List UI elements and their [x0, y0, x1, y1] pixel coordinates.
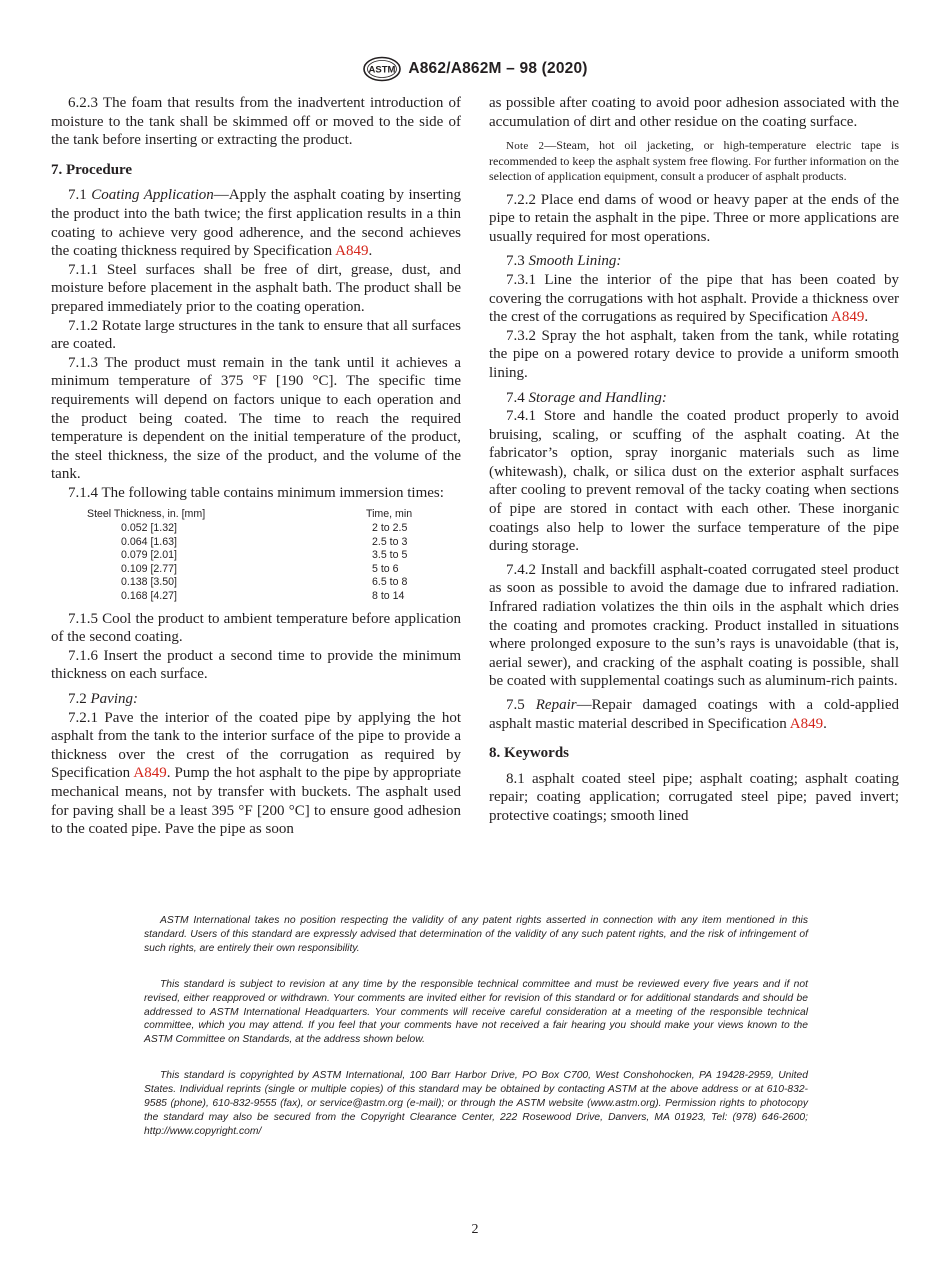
heading-procedure: 7. Procedure — [51, 161, 133, 178]
section-8-1: 8.1 asphalt coated steel pipe; asphalt coating; asphalt coating repair; coating application; corrugated steel pipe; paved invert; protective coatings; smooth lined — [489, 770, 899, 824]
a849-link[interactable]: A849 — [133, 765, 167, 782]
section-6-2-3: 6.2.3 The foam that results from the inadvertent introduction of moisture to the tank shall be skimmed off or moved to the side of the tank before inserting or extracting the product. — [51, 95, 461, 149]
left-column — [51, 94, 461, 839]
section-7-4: 7.4 Storage and Handling: — [506, 389, 667, 406]
table-row: 0.079 [2.01] 3.5 to 5 — [121, 549, 408, 562]
immersion-times-table — [87, 508, 412, 603]
section-7-3-1: 7.3.1 Line the interior of the pipe that has been coated by covering the corrugations with hot asphalt. Provide a thickness over the crest of the corrugations as required by Specification A849. — [489, 271, 899, 326]
section-7-4-1: 7.4.1 Store and handle the coated product properly to avoid bruising, scaling, or scuffing of the asphalt coating. At the fabricator’s option, spray inorganic materials such as lime (whitewash), chalk, or silica dust on the exterior asphalt surfaces after cooling to prevent removal of the tacky coating when sections of pipe are stored in contact with each other. These inorganic coatings also help to lower the surface temperature of the pipe during storage. — [489, 408, 899, 555]
section-7-1-1: 7.1.1 Steel surfaces shall be free of dirt, grease, dust, and moisture before placement in the asphalt bath. The product shall be prepared immediately prior to the coating operation. — [51, 261, 461, 315]
section-7-5: 7.5 Repair—Repair damaged coatings with a cold-applied asphalt mastic material described in Specification A849. — [489, 697, 899, 732]
patent-notice: ASTM International takes no position respecting the validity of any patent rights asserted in connection with any item mentioned in this standard. Users of this standard are expressly advised that determination of the validity of any such patent rights, and the risk of infringement of such rights, are entirely their own responsibility. — [144, 915, 808, 954]
section-7-2: 7.2 Paving: — [68, 691, 138, 707]
section-7-1-3: 7.1.3 The product must remain in the tank until it achieves a minimum temperature of 375 °F [190 °C]. The specific time requirements will depend on factors unique to each operation and the product being coated. The time to reach the required temperature is dependent on the initial temperature of the product, the steel thickness, the size of the product, and the volume of the tank. — [51, 354, 461, 483]
section-7-2-1: 7.2.1 Pave the interior of the coated pipe by applying the hot asphalt from the tank to the interior surface of the pipe to provide a thickness over the crest of the corrugation as required by Specification A849. Pump the hot asphalt to the pipe by appropriate mechanical means, not by transfer with buckets. The asphalt used for paving shall be a least 395 °F [200 °C] to ensure good adhesion to the coated pipe. Pave the pipe as soon — [51, 709, 461, 838]
section-7-2-2: 7.2.2 Place end dams of wood or heavy paper at the ends of the pipe to retain the asphalt in the pipe. Three or more applications are usually required for most operations. — [489, 191, 899, 245]
a849-link[interactable]: A849 — [830, 309, 865, 326]
a849-link[interactable]: A849 — [789, 715, 824, 732]
table-row: 0.138 [3.50] 6.5 to 8 — [121, 576, 408, 589]
section-7-1-6: 7.1.6 Insert the product a second time to provide the minimum thickness on each surface. — [51, 647, 461, 683]
revision-notice: This standard is subject to revision at any time by the responsible technical committee and must be reviewed every five years and if not revised, either reapproved or withdrawn. Your comments are invited either for revision of this standard or for additional standards and should be addressed to ASTM International Headquarters. Your comments will receive careful consideration at a meeting of the responsible technical committee, which you may attend. If you feel that your comments have not received a fair hearing you should make your views known to the ASTM Committee on Standards, at the address shown below. — [144, 978, 808, 1046]
page-header — [0, 56, 950, 87]
section-7-1-2: 7.1.2 Rotate large structures in the tank to ensure that all surfaces are coated. — [51, 317, 461, 353]
page-number: 2 — [471, 1222, 479, 1237]
table-header-thickness: Steel Thickness, in. [mm] — [87, 508, 206, 521]
svg-text:ASTM: ASTM — [368, 64, 396, 76]
section-7-3-2: 7.3.2 Spray the hot asphalt, taken from the tank, while rotating the pipe on a powered rotary device to provide a uniform smooth lining. — [489, 327, 899, 381]
table-header-time: Time, min — [366, 508, 413, 521]
table-row: 0.168 [4.27] 8 to 14 — [121, 590, 405, 603]
table-row: 0.064 [1.63] 2.5 to 3 — [121, 535, 408, 548]
table-row: 0.052 [1.32] 2 to 2.5 — [121, 522, 408, 535]
section-7-2-1-continued: as possible after coating to avoid poor adhesion associated with the accumulation of dirt and other residue on the coating surface. — [489, 95, 899, 130]
section-7-1: 7.1 Coating Application—Apply the asphalt coating by inserting the product into the bath twice; the first application results in a thin coating to achieve very good adherence, and the second achieves the coating thickness required by Specification A849. — [51, 187, 462, 260]
section-7-1-5: 7.1.5 Cool the product to ambient temperature before application of the second coating. — [51, 610, 461, 646]
heading-keywords: 8. Keywords — [489, 745, 569, 762]
document-designation: A862/A862M – 98 (2020) — [408, 60, 588, 77]
section-7-1-4: 7.1.4 The following table contains minimum immersion times: — [68, 484, 444, 501]
right-column — [489, 94, 899, 826]
section-7-4-2: 7.4.2 Install and backfill asphalt-coated corrugated steel product as soon as possible to avoid the damage due to infrared radiation. Infrared radiation volatizes the thin oils in the asphalt which dries the coating and promotes cracking. Product installed in situations where prolonged exposure to the sun’s rays is unavoidable (that is, aerial sewer), and cracking of the asphalt coating is possible, shall be coated with supplemental coatings such as aluminum-rich paints. — [489, 561, 899, 690]
section-7-3: 7.3 Smooth Lining: — [506, 253, 622, 270]
table-row: 0.109 [2.77] 5 to 6 — [121, 562, 399, 575]
a849-link[interactable]: A849 — [335, 243, 369, 260]
note-2: Note 2—Steam, hot oil jacketing, or high-temperature electric tape is recommended to keep the asphalt system free flowing. For further information on the selection of application equipment, consult a producer of asphalt products. — [489, 138, 899, 183]
copyright-notice: This standard is copyrighted by ASTM International, 100 Barr Harbor Drive, PO Box C700, West Conshohocken, PA 19428-2959, United States. Individual reprints (single or multiple copies) of this standard may be obtained by contacting ASTM at the above address or at 610-832-9585 (phone), 610-832-9555 (fax), or service@astm.org (e-mail); or through the ASTM website (www.astm.org). Permission rights to photocopy the standard may also be secured from the Copyright Clearance Center, 222 Rosewood Drive, Danvers, MA 01923, Tel: (978) 646-2600; http://www.copyright.com/ — [144, 1070, 808, 1137]
legal-notices — [144, 914, 808, 1161]
astm-logo-icon — [362, 56, 402, 82]
